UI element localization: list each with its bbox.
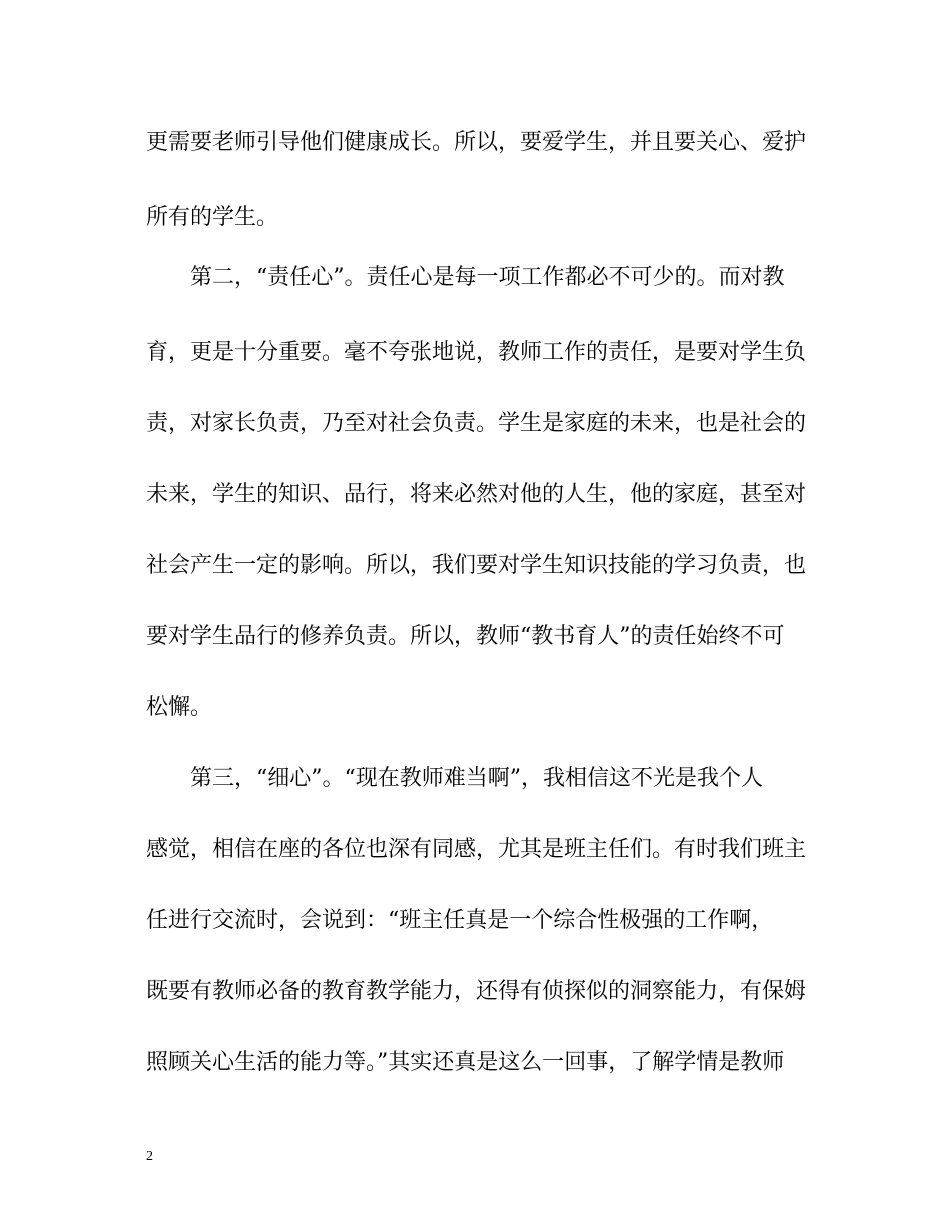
text-line: 感觉，相信在座的各位也深有同感，尤其是班主任们。有时我们班主	[146, 837, 807, 862]
text-line: 责，对家长负责，乃至对社会负责。学生是家庭的未来，也是社会的	[146, 411, 807, 436]
page-number: 2	[146, 1149, 153, 1164]
text-line: 松懈。	[146, 695, 213, 720]
text-line: 要对学生品行的修养负责。所以，教师“教书育人”的责任始终不可	[146, 624, 785, 649]
text-line: 所有的学生。	[146, 205, 279, 230]
text-line: 社会产生一定的影响。所以，我们要对学生知识技能的学习负责，也	[146, 553, 807, 578]
paragraph-first-line: 第二，“责任心”。责任心是每一项工作都必不可少的。而对教	[190, 265, 785, 290]
text-line: 更需要老师引导他们健康成长。所以，要爱学生，并且要关心、爱护	[146, 130, 807, 155]
text-line: 育，更是十分重要。毫不夸张地说，教师工作的责任，是要对学生负	[146, 340, 807, 365]
text-line: 未来，学生的知识、品行，将来必然对他的人生，他的家庭，甚至对	[146, 482, 807, 507]
text-line: 既要有教师必备的教育教学能力，还得有侦探似的洞察能力，有保姆	[146, 979, 807, 1004]
text-line: 任进行交流时，会说到：“班主任真是一个综合性极强的工作啊，	[146, 908, 774, 933]
paragraph-first-line: 第三，“细心”。“现在教师难当啊”，我相信这不光是我个人	[190, 766, 763, 791]
text-line: 照顾关心生活的能力等。”其实还真是这么一回事，了解学情是教师	[146, 1050, 785, 1075]
